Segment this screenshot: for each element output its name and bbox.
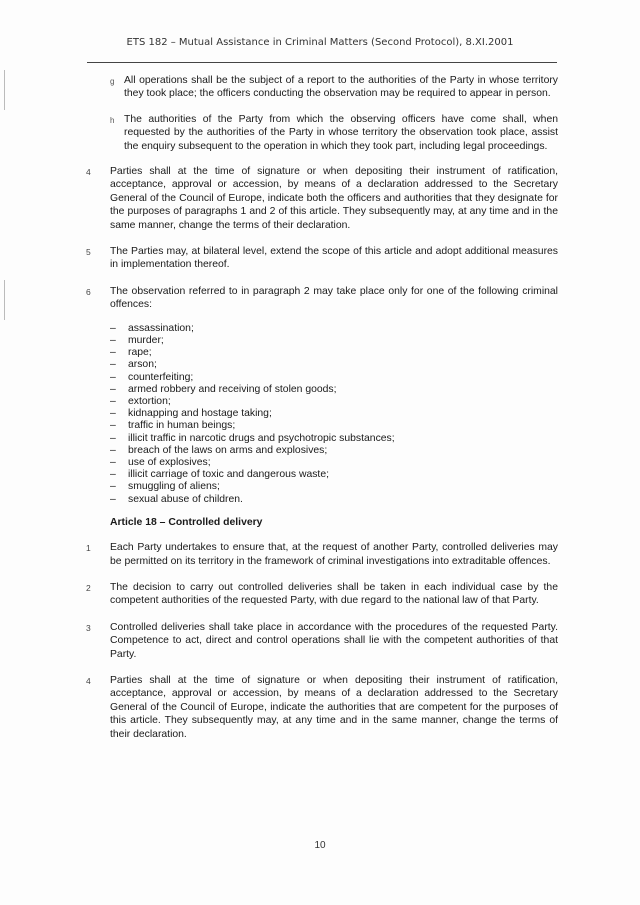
paragraph-number: 6 — [86, 286, 91, 297]
list-item — [110, 481, 558, 493]
list-item-text: traffic in human beings; — [128, 420, 236, 432]
list-item-text: extortion; — [128, 395, 171, 407]
list-dash: – — [110, 408, 116, 420]
list-dash: – — [110, 322, 116, 334]
list-item-text: counterfeiting; — [128, 371, 194, 383]
paragraph-number: 3 — [86, 622, 91, 633]
document-body — [86, 74, 558, 754]
paragraph-number: 5 — [86, 247, 91, 258]
scan-margin-mark — [4, 280, 5, 320]
list-dash: – — [110, 444, 116, 456]
list-item — [110, 469, 558, 481]
page-header: ETS 182 – Mutual Assistance in Criminal Matters (Second Protocol), 8.XI.2001 — [126, 37, 514, 48]
list-item-text: assassination; — [128, 322, 194, 334]
list-dash: – — [110, 493, 116, 505]
list-item — [110, 408, 558, 420]
list-item-text: illicit carriage of toxic and dangerous waste; — [128, 469, 329, 481]
list-item-text: sexual abuse of children. — [128, 493, 243, 505]
paragraph-text: The decision to carry out controlled deliveries shall be taken in each individual case by the competent authorities of the requested Party, with due regard to the national law of that Party. — [110, 581, 558, 607]
list-dash: – — [110, 334, 116, 346]
paragraph-text: Parties shall at the time of signature or when depositing their instrument of ratification, acceptance, approval or accession, by means of a declaration addressed to the Secretary General of the Council of Europe, indicate both the officers and authorities that they designate for the purposes of paragraphs 1 and 2 of this article. They subsequently may, at any time and in the same manner, change the terms of their declaration. — [110, 166, 558, 231]
paragraph-number: 1 — [86, 543, 91, 554]
list-item-text: breach of the laws on arms and explosives; — [128, 444, 328, 456]
list-item — [110, 359, 558, 371]
paragraph-text: Each Party undertakes to ensure that, at the request of another Party, controlled deliveries may be permitted on its territory in the framework of criminal investigations into extraditable offences. — [110, 542, 558, 567]
list-dash: – — [110, 432, 116, 444]
list-dash: – — [110, 469, 116, 481]
scan-margin-mark — [4, 70, 5, 110]
header-rule — [87, 62, 557, 63]
list-item — [110, 347, 558, 359]
list-item — [110, 384, 558, 396]
numbered-paragraph — [86, 674, 558, 741]
numbered-paragraph — [86, 541, 558, 568]
list-item — [110, 372, 558, 384]
paragraph-text: Parties shall at the time of signature or when depositing their instrument of ratification, acceptance, approval or accession, by means of a declaration addressed to the Secretary General of the Council of Europe, indicate the authorities that are competent for the purposes of this article. They subsequently may, at any time and in the same manner, change the terms of their declaration. — [110, 674, 558, 740]
list-dash: – — [110, 359, 116, 371]
subparagraph — [86, 74, 558, 101]
numbered-paragraph — [86, 245, 558, 272]
list-dash: – — [110, 481, 116, 493]
paragraph-text: Controlled deliveries shall take place in accordance with the procedures of the requested Party. Competence to act, direct and control operations shall lie with the competent authorities of that Party. — [110, 621, 558, 660]
list-dash: – — [110, 456, 116, 468]
offences-list — [110, 323, 558, 506]
list-item — [110, 335, 558, 347]
paragraph-text: The Parties may, at bilateral level, extend the scope of this article and adopt additional measures in implementation thereof. — [110, 246, 558, 271]
subparagraph-letter: h — [110, 115, 115, 125]
subparagraph — [86, 113, 558, 153]
list-item — [110, 494, 558, 506]
paragraph-number: 2 — [86, 582, 91, 593]
subparagraph-text: The authorities of the Party from which the observing officers have come shall, when requested by the authorities of the Party in whose territory the observation took place, assist the enquiry subsequent to the operation in which they took part, including legal proceedings. — [124, 113, 558, 152]
list-item-text: use of explosives; — [128, 456, 211, 468]
list-item-text: murder; — [128, 334, 164, 346]
list-item-text: rape; — [128, 347, 152, 359]
list-item — [110, 445, 558, 457]
numbered-paragraph — [86, 285, 558, 312]
page-number: 10 — [314, 840, 326, 851]
paragraph-number: 4 — [86, 167, 91, 178]
list-item — [110, 420, 558, 432]
list-item — [110, 457, 558, 469]
list-dash: – — [110, 383, 116, 395]
list-item-text: smuggling of aliens; — [128, 481, 220, 493]
list-item — [110, 433, 558, 445]
subparagraph-letter: g — [110, 77, 115, 86]
list-dash: – — [110, 420, 116, 432]
list-item-text: arson; — [128, 359, 157, 371]
list-item — [110, 323, 558, 335]
paragraph-number: 4 — [86, 675, 91, 686]
numbered-paragraph — [86, 621, 558, 661]
list-dash: – — [110, 347, 116, 359]
list-item-text: kidnapping and hostage taking; — [128, 408, 272, 420]
article-heading: Article 18 – Controlled delivery — [110, 516, 263, 528]
subparagraph-text: All operations shall be the subject of a report to the authorities of the Party in whose territory they took place; the officers conducting the observation may be required to appear in person. — [124, 75, 558, 100]
list-dash: – — [110, 395, 116, 407]
list-item-text: illicit traffic in narcotic drugs and psychotropic substances; — [128, 432, 395, 444]
numbered-paragraph — [86, 165, 558, 232]
list-item-text: armed robbery and receiving of stolen goods; — [128, 383, 337, 395]
numbered-paragraph — [86, 581, 558, 608]
list-item — [110, 396, 558, 408]
list-dash: – — [110, 371, 116, 383]
paragraph-text: The observation referred to in paragraph 2 may take place only for one of the following criminal offences: — [110, 285, 558, 311]
